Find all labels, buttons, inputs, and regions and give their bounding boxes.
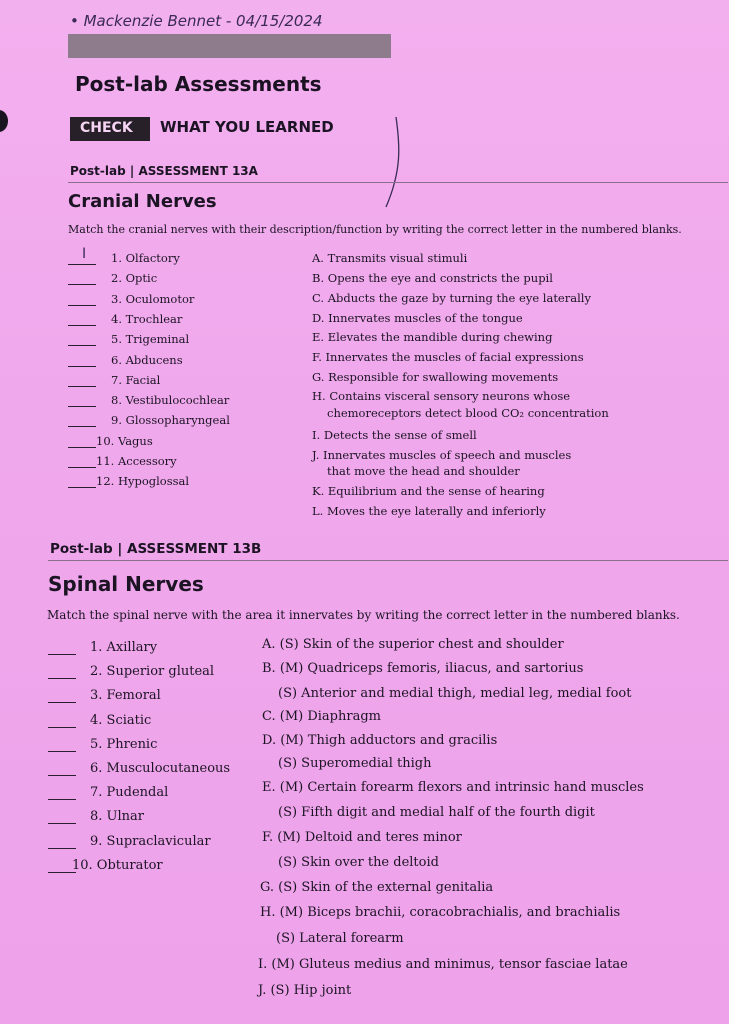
answer-blank[interactable] <box>68 284 96 285</box>
list-item: 10. Obturator <box>72 857 163 873</box>
answer-blank[interactable] <box>48 654 76 655</box>
list-item: 11. Accessory <box>96 454 177 468</box>
list-item: F. (M) Deltoid and teres minor <box>262 830 462 845</box>
list-item: 2. Optic <box>111 271 158 286</box>
list-item: D. (M) Thigh adductors and gracilis <box>262 733 498 748</box>
answer-blank[interactable] <box>68 406 96 407</box>
list-item: E. Elevates the mandible during chewing <box>312 330 553 344</box>
list-item: K. Equilibrium and the sense of hearing <box>312 484 545 498</box>
answer-blank[interactable] <box>68 447 96 448</box>
answer-blank[interactable] <box>48 848 76 849</box>
list-item: 7. Facial <box>111 372 161 387</box>
assessment-b-rule <box>48 560 728 561</box>
answer-blank[interactable] <box>68 345 96 346</box>
list-item: I. (M) Gluteus medius and minimus, tensor fasciae latae <box>258 957 628 972</box>
list-item: 3. Oculomotor <box>111 291 195 306</box>
list-item: E. (M) Certain forearm flexors and intrinsic hand muscles <box>262 780 644 795</box>
binder-hole <box>0 110 8 132</box>
list-item: G. Responsible for swallowing movements <box>312 370 559 384</box>
answer-blank[interactable] <box>68 325 96 326</box>
list-item: C. Abducts the gaze by turning the eye laterally <box>312 291 591 305</box>
answer-blank[interactable] <box>48 799 76 800</box>
answer-blank[interactable] <box>68 264 96 265</box>
list-item: 8. Vestibulocochlear <box>111 393 230 408</box>
list-item: 12. Hypoglossal <box>96 474 190 489</box>
answer-blank[interactable] <box>68 386 96 387</box>
list-item: I. Detects the sense of smell <box>312 428 477 442</box>
handwritten-name-date: • Mackenzie Bennet - 04/15/2024 <box>70 12 323 30</box>
list-item: H. Contains visceral sensory neurons whose <box>312 389 571 403</box>
list-item: 4. Sciatic <box>90 712 152 728</box>
answer-blank[interactable] <box>48 727 76 728</box>
list-item: 4. Trochlear <box>111 311 183 326</box>
list-item: F. Innervates the muscles of facial expressions <box>312 350 584 364</box>
list-item: 1. Olfactory <box>111 251 180 265</box>
list-item: that move the head and shoulder <box>327 464 520 478</box>
header-bar <box>68 34 391 58</box>
list-item: 2. Superior gluteal <box>90 664 215 680</box>
pen-mark-icon <box>380 115 410 215</box>
list-item: 7. Pudendal <box>90 785 169 801</box>
list-item: (S) Superomedial thigh <box>278 756 432 771</box>
answer-blank[interactable] <box>48 702 76 703</box>
check-label: CHECK <box>80 120 133 136</box>
list-item: (S) Lateral forearm <box>276 931 404 946</box>
assessment-a-label: Post-lab | ASSESSMENT 13A <box>70 164 258 178</box>
list-item: B. (M) Quadriceps femoris, iliacus, and sartorius <box>262 661 584 676</box>
answer-blank[interactable] <box>68 426 96 427</box>
list-item: B. Opens the eye and constricts the pupil <box>312 271 553 285</box>
answer-blank[interactable] <box>68 366 96 367</box>
list-item: 10. Vagus <box>96 433 153 448</box>
list-item: 6. Abducens <box>111 352 183 367</box>
answer-blank[interactable] <box>48 775 76 776</box>
list-item: (S) Anterior and medial thigh, medial leg, medial foot <box>278 686 632 701</box>
list-item: 9. Glossopharyngeal <box>111 413 230 428</box>
list-item: A. (S) Skin of the superior chest and shoulder <box>262 637 564 652</box>
answer-blank[interactable] <box>68 305 96 306</box>
assessment-a-title: Cranial Nerves <box>68 191 217 212</box>
list-item: 8. Ulnar <box>90 809 144 825</box>
list-item: chemoreceptors detect blood CO₂ concentration <box>327 406 609 420</box>
list-item: J. Innervates muscles of speech and muscles <box>312 448 572 462</box>
answer-blank[interactable] <box>68 487 96 488</box>
assessment-a-instructions: Match the cranial nerves with their description/function by writing the correct letter in the numbered blanks. <box>68 223 682 236</box>
answer-blank[interactable] <box>48 751 76 752</box>
list-item: A. Transmits visual stimuli <box>312 251 468 265</box>
answer-1-handwritten: I <box>82 246 87 262</box>
list-item: 6. Musculocutaneous <box>90 761 231 776</box>
list-item: J. (S) Hip joint <box>258 983 352 998</box>
list-item: H. (M) Biceps brachii, coracobrachialis, and brachialis <box>260 905 621 920</box>
page-title: Post-lab Assessments <box>75 72 322 96</box>
answer-blank[interactable] <box>48 823 76 824</box>
list-item: L. Moves the eye laterally and inferiorly <box>312 504 546 518</box>
answer-blank[interactable] <box>68 467 96 468</box>
list-item: 3. Femoral <box>90 688 161 704</box>
assessment-b-label: Post-lab | ASSESSMENT 13B <box>50 541 262 557</box>
list-item: D. Innervates muscles of the tongue <box>312 311 523 325</box>
list-item: (S) Fifth digit and medial half of the fourth digit <box>278 805 595 820</box>
assessment-b-title: Spinal Nerves <box>48 572 204 596</box>
list-item: 5. Phrenic <box>90 736 158 752</box>
list-item: G. (S) Skin of the external genitalia <box>260 880 494 895</box>
list-item: C. (M) Diaphragm <box>262 709 381 724</box>
list-item: (S) Skin over the deltoid <box>278 855 439 870</box>
list-item: 9. Supraclavicular <box>90 833 211 849</box>
what-you-learned-heading: WHAT YOU LEARNED <box>160 118 334 136</box>
answer-blank[interactable] <box>48 678 76 679</box>
list-item: 1. Axillary <box>90 640 158 655</box>
list-item: 5. Trigeminal <box>111 332 190 347</box>
assessment-b-instructions: Match the spinal nerve with the area it innervates by writing the correct letter in the numbered blanks. <box>47 608 680 622</box>
assessment-a-rule <box>68 182 728 183</box>
